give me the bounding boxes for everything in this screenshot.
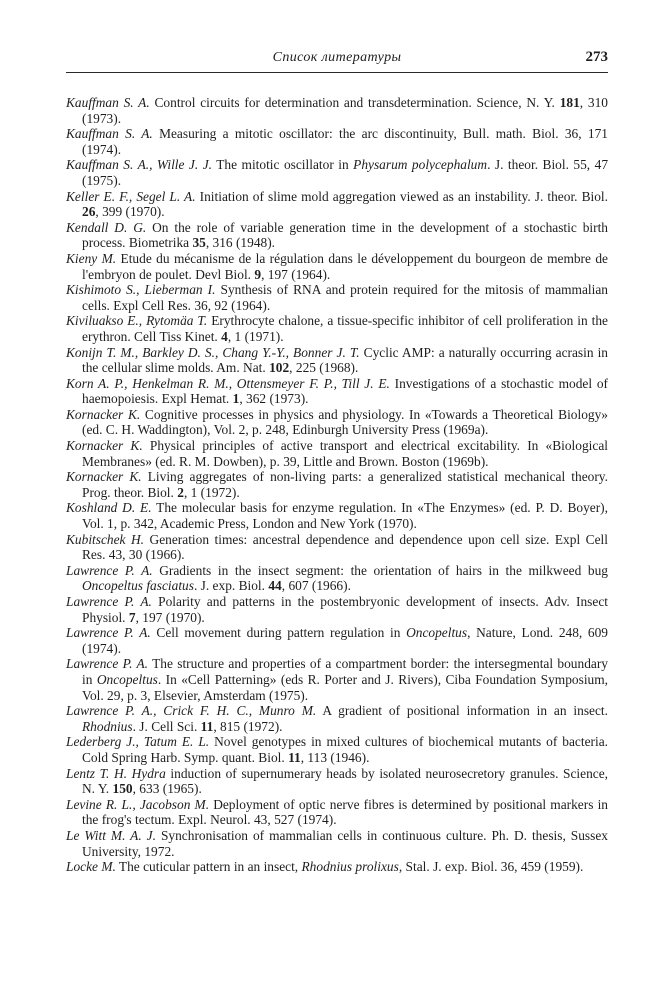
reference-entry — [66, 734, 608, 765]
reference-authors: Kauffman S. A. — [66, 126, 153, 142]
reference-entry — [66, 797, 608, 828]
reference-text: , 316 (1948). — [205, 235, 276, 251]
reference-authors: Le Witt M. A. J. — [66, 827, 156, 843]
reference-entry — [66, 282, 608, 313]
reference-text: Gradients in the insect segment: the orientation of hairs in the milkweed bug — [152, 562, 608, 578]
reference-authors: Lentz T. H. — [66, 765, 128, 781]
reference-text: Initiation of slime mold aggregation viewed as an instability. J. theor. Biol. — [195, 188, 608, 204]
reference-italic-term: Oncopeltus fasciatus — [82, 578, 194, 594]
reference-text: , 362 (1973). — [239, 391, 309, 407]
reference-entry — [66, 126, 608, 157]
reference-authors: Lawrence P. A. — [66, 562, 153, 578]
reference-entry — [66, 313, 608, 344]
reference-text: The molecular basis for enzyme regulation. In «The Enzymes» (ed. P. D. Boyer), Vol. 1, p. 342, Academic Press, London and New York (1970). — [82, 500, 608, 532]
reference-volume: 150 — [112, 781, 133, 797]
reference-text: , Nature, Lond. 248, 609 (1974). — [82, 625, 608, 656]
reference-entry — [66, 766, 608, 797]
reference-entry — [66, 625, 608, 656]
reference-text: , Stal. J. exp. Biol. 36, 459 (1959). — [398, 859, 584, 875]
page-header — [66, 50, 608, 74]
reference-authors: Kishimoto S., Lieberman I. — [66, 282, 216, 298]
running-title: Список литературы — [272, 50, 402, 65]
reference-italic-term: Rhodnius — [82, 718, 133, 734]
reference-entry — [66, 407, 608, 438]
reference-volume: 2 — [177, 484, 184, 500]
reference-authors: Locke M. — [66, 859, 116, 875]
header-rule — [66, 72, 608, 73]
reference-volume: 44 — [268, 578, 282, 594]
reference-authors: Kiviluakso E., Rytomäa T. — [66, 313, 208, 329]
reference-authors: Kornacker K. — [66, 406, 141, 422]
reference-text: The cuticular pattern in an insect, — [115, 859, 302, 875]
reference-text: . In «Cell Patterning» (eds R. Porter and J. Rivers), Ciba Foundation Symposium, Vol. 29, p. 3, Elsevier, Amsterdam (1975). — [82, 671, 608, 703]
reference-italic-term: Oncopeltus — [406, 625, 468, 641]
reference-text: Etude du mécanisme de la régulation dans le développement du bourgeon de membre de l'embryon de poulet. Devl Biol. — [82, 250, 608, 282]
reference-text: Polarity and patterns in the postembryonic development of insects. Adv. Insect Physiol. — [82, 594, 608, 625]
reference-text: Generation times: ancestral dependence and dependence upon cell size. Expl Cell Res. 43, 30 (1966). — [82, 531, 608, 563]
reference-text: , 399 (1970). — [95, 204, 165, 220]
reference-text: Cognitive processes in physics and physiology. In «Towards a Theoretical Biology» (ed. C. H. Waddington), Vol. 2, p. 248, Edinburgh University Press (1969a). — [82, 406, 608, 438]
reference-text: The mitotic oscillator in — [212, 157, 354, 173]
reference-text: A gradient of positional information in an insect. — [316, 703, 608, 719]
reference-entry — [66, 828, 608, 859]
reference-entry — [66, 345, 608, 376]
reference-text: Erythrocyte chalone, a tissue-specific inhibitor of cell proliferation in the erythron. Cell Tiss Kinet. — [82, 313, 608, 344]
reference-text: Control circuits for determination and transdetermination. Science, N. Y. — [149, 95, 560, 110]
reference-authors: Korn A. P., Henkelman R. M., Ottensmeyer F. P., Till J. E. — [66, 375, 390, 391]
reference-text: The structure and properties of a compartment border: the intersegmental boundary in — [82, 656, 608, 687]
reference-text: Physical principles of active transport and electrical excitability. In «Biological Membranes» (ed. R. M. Dowben), p. 39, Little and Brown. Boston (1969b). — [82, 438, 608, 469]
reference-text: Measuring a mitotic oscillator: the arc discontinuity, Bull. math. Biol. 36, 171 (1974). — [82, 126, 608, 157]
reference-text: Deployment of optic nerve fibres is determined by positional markers in the frog's tectum. Expl. Neurol. 43, 527 (1974). — [82, 796, 608, 828]
reference-entry — [66, 594, 608, 625]
reference-authors: Kubitschek H. — [66, 531, 145, 547]
reference-volume: 11 — [288, 749, 301, 765]
reference-volume: 4 — [221, 328, 228, 344]
reference-volume: 7 — [128, 609, 136, 625]
reference-text: On the role of variable generation time in the development of a stochastic birth process. Biometrika — [82, 219, 608, 251]
reference-text: induction of supernumerary heads by isolated neurosecretory granules. Science, N. Y. — [82, 765, 608, 797]
reference-entry — [66, 251, 608, 282]
reference-italic-term: Physarum polycephalum — [353, 157, 488, 173]
reference-authors: Lawrence P. A. — [66, 594, 152, 609]
reference-entry — [66, 220, 608, 251]
reference-entry — [66, 563, 608, 594]
reference-text: , 815 (1972). — [213, 718, 283, 734]
reference-authors: Kornacker K. — [66, 438, 143, 454]
reference-italic-term: Rhodnius prolixus — [301, 859, 399, 875]
reference-text: , 225 (1968). — [289, 360, 359, 376]
reference-list — [66, 95, 608, 875]
reference-italic-term: Hydra — [131, 765, 166, 781]
reference-italic-term: Oncopeltus — [96, 671, 158, 687]
reference-volume: 35 — [192, 235, 206, 251]
reference-text: Investigations of a stochastic model of haemopoiesis. Expl Hemat. — [82, 375, 608, 407]
reference-entry — [66, 703, 608, 734]
reference-entry — [66, 376, 608, 407]
reference-text: Living aggregates of non-living parts: a generalized statistical mechanical theory. Prog. theor. Biol. — [82, 469, 608, 500]
reference-text: , 310 (1973). — [82, 95, 608, 126]
reference-text: , 197 (1964). — [261, 266, 331, 282]
reference-text: , 1 (1972). — [183, 484, 240, 500]
reference-authors: Levine R. L., Jacobson M. — [66, 796, 210, 812]
reference-authors: Kendall D. G. — [66, 219, 147, 235]
reference-text: , 197 (1970). — [135, 609, 205, 625]
reference-authors: Lederberg J., Tatum E. L. — [66, 734, 210, 750]
page-number: 273 — [585, 49, 608, 65]
reference-text: Cell movement during pattern regulation in — [150, 625, 407, 641]
reference-text: , 633 (1965). — [132, 781, 202, 797]
reference-entry — [66, 438, 608, 469]
reference-text: . J. Cell Sci. — [132, 718, 201, 734]
reference-authors: Kornacker K. — [66, 469, 142, 485]
reference-entry — [66, 500, 608, 531]
reference-text: Synthesis of RNA and protein required for the mitosis of mammalian cells. Expl Cell Res. 36, 92 (1964). — [82, 282, 608, 313]
reference-text: Novel genotypes in mixed cultures of biochemical mutants of bacteria. Cold Spring Harb. Symp. quant. Biol. — [82, 734, 609, 765]
reference-text: , 1 (1971). — [227, 328, 284, 344]
reference-entry — [66, 656, 608, 703]
reference-authors: Koshland D. E. — [66, 500, 152, 516]
reference-authors: Kauffman S. A. — [66, 95, 150, 110]
reference-entry — [66, 532, 608, 563]
reference-authors: Konijn T. M., Barkley D. S., Chang Y.-Y., Bonner J. T. — [66, 344, 360, 360]
reference-entry — [66, 469, 608, 500]
reference-entry — [66, 859, 608, 875]
reference-entry — [66, 157, 608, 188]
reference-volume: 9 — [254, 266, 262, 282]
reference-entry — [66, 95, 608, 126]
reference-text: , 113 (1946). — [300, 749, 370, 765]
reference-entry — [66, 189, 608, 220]
reference-text: , 607 (1966). — [281, 578, 351, 594]
reference-text: . J. theor. Biol. 55, 47 (1975). — [82, 157, 609, 188]
reference-volume: 1 — [232, 391, 240, 407]
reference-authors: Keller E. F., Segel L. A. — [66, 188, 196, 204]
reference-volume: 26 — [82, 204, 96, 220]
reference-authors: Kauffman S. A., Wille J. J. — [66, 157, 212, 173]
reference-volume: 11 — [200, 718, 214, 734]
reference-text: Cyclic AMP: a naturally occurring acrasin in the cellular slime molds. Am. Nat. — [82, 344, 608, 376]
reference-authors: Lawrence P. A. — [66, 656, 149, 672]
reference-volume: 181 — [559, 95, 580, 110]
reference-authors: Lawrence P. A., Crick F. H. C., Munro M. — [66, 703, 317, 719]
reference-text: . J. exp. Biol. — [193, 578, 269, 594]
reference-authors: Lawrence P. A. — [66, 625, 151, 641]
reference-text: Synchronisation of mammalian cells in continuous culture. Ph. D. thesis, Sussex University, 1972. — [82, 827, 608, 859]
reference-authors: Kieny M. — [66, 250, 117, 266]
reference-volume: 102 — [269, 360, 290, 376]
